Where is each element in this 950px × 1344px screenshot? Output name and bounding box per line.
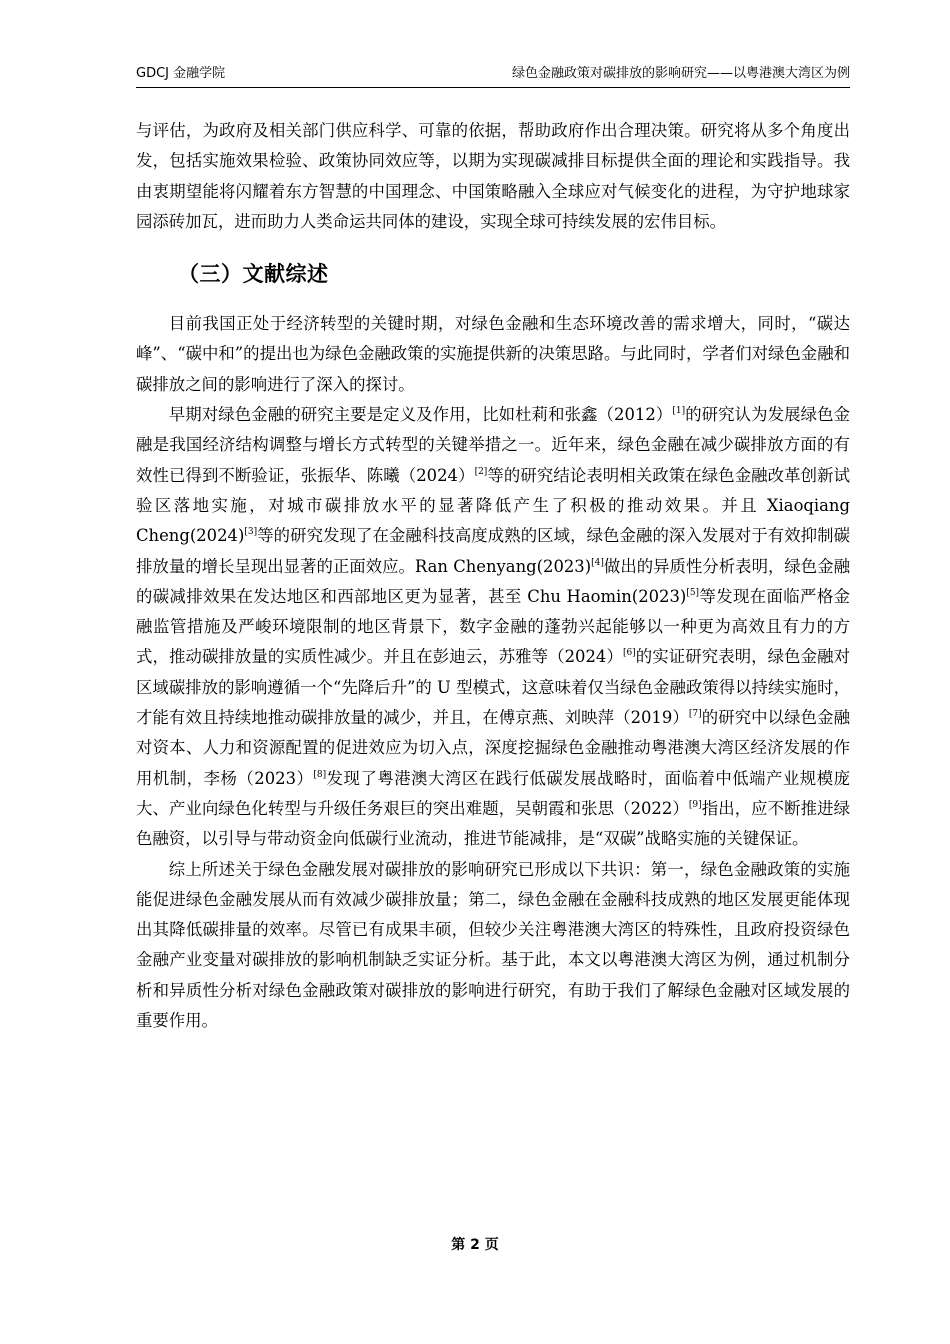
citation-ref: [1]: [672, 406, 686, 417]
citation-ref: [3]: [244, 527, 258, 538]
citation-ref: [5]: [686, 587, 700, 598]
page-number: 第 2 页: [451, 1237, 499, 1253]
text-run: 的实证研究表明，绿色金融对区域碳排放的影响遵循一个“先降后升”的 U 型模式，这意味着仅当绿色金融政策得以持续实施时，才能有效且持续地推动碳排放量的减少，并且，在傅京燕、刘映萍（2019）: [136, 647, 851, 728]
citation-ref: [7]: [688, 709, 702, 720]
paragraph-summary: 综上所述关于绿色金融发展对碳排放的影响研究已形成以下共识：第一，绿色金融政策的实施能促进绿色金融发展从而有效减少碳排放量；第二，绿色金融在金融科技成熟的地区发展更能体现出其降低碳排量的效率。尽管已有成果丰硕，但较少关注粤港澳大湾区的特殊性，且政府投资绿色金融产业变量对碳排放的影响机制缺乏实证分析。基于此，本文以粤港澳大湾区为例，通过机制分析和异质性分析对绿色金融政策对碳排放的影响进行研究，有助于我们了解绿色金融对区域发展的重要作用。: [136, 859, 850, 1031]
text-run: 等的研究结论表明相关政策在绿色金融改革创新试验区落地实施，对城市碳排放水平的显著降低产生了积极的推动效果。并且 Xiaoqiang Cheng(2024): [136, 465, 851, 546]
header-rule: [136, 87, 850, 88]
text-run: 早期对绿色金融的研究主要是定义及作用，比如杜莉和张鑫（2012）: [168, 405, 673, 425]
text-run: 做出的异质性分析表明，绿色金融的碳减排效果在发达地区和西部地区更为显著，甚至 Chu Haomin(2023): [136, 556, 850, 606]
continuation-paragraph: 与评估，为政府及相关部门供应科学、可靠的依据，帮助政府作出合理决策。研究将从多个角度出发，包括实施效果检验、政策协同效应等，以期为实现碳减排目标提供全面的理论和实践指导。我由衷期望能将闪耀着东方智慧的中国理念、中国策略融入全球应对气候变化的进程，为守护地球家园添砖加瓦，进而助力人类命运共同体的建设，实现全球可持续发展的宏伟目标。: [136, 121, 850, 231]
citation-ref: [2]: [474, 466, 488, 477]
citation-ref: [8]: [313, 769, 327, 780]
paragraph-literature: [136, 400, 850, 854]
text-run: 发现了粤港澳大湾区在践行低碳发展战略时，面临着中低端产业规模庞大、产业向绿色化转型与升级任务艰巨的突出难题，吴朝霞和张思（2022）: [136, 768, 850, 818]
page-header: [136, 66, 850, 82]
citation-ref: [4]: [591, 557, 604, 568]
citation-ref: [6]: [622, 648, 636, 659]
text-run: 指出，应不断推进绿色融资，以引导与带动资金向低碳行业流动，推进节能减排，是“双碳”战略实施的关键保证。: [136, 798, 850, 849]
text-run: 的研究认为发展绿色金融是我国经济结构调整与增长方式转型的关键举措之一。近年来，绿色金融在减少碳排放方面的有效性已得到不断验证，张振华、陈曦（2024）: [136, 405, 850, 485]
text-run: 等发现在面临严格金融监管措施及严峻环境限制的地区背景下，数字金融的蓬勃兴起能够以一种更为高效且有力的方式，推动碳排放量的实质性减少。并且在彭迪云，苏雅等（2024）: [136, 586, 850, 667]
paragraph-context: 目前我国正处于经济转型的关键时期，对绿色金融和生态环境改善的需求增大，同时，“碳达峰”、“碳中和”的提出也为绿色金融政策的实施提供新的决策思路。与此同时，学者们对绿色金融和碳排放之间的影响进行了深入的探讨。: [136, 314, 850, 394]
page-body: [136, 116, 850, 1036]
text-run: 的研究中以绿色金融对资本、人力和资源配置的促进效应为切入点，深度挖掘绿色金融推动粤港澳大湾区经济发展的作用机制，李杨（2023）: [136, 708, 850, 788]
text-run: 等的研究发现了在金融科技高度成熟的区域，绿色金融的深入发展对于有效抑制碳排放量的增长呈现出显著的正面效应。Ran Chenyang(2023): [136, 526, 850, 576]
section-heading: （三）文献综述: [178, 262, 329, 287]
citation-ref: [9]: [688, 799, 702, 810]
header-institution: GDCJ 金融学院: [136, 66, 226, 81]
header-title: 绿色金融政策对碳排放的影响研究——以粤港澳大湾区为例: [511, 66, 850, 81]
